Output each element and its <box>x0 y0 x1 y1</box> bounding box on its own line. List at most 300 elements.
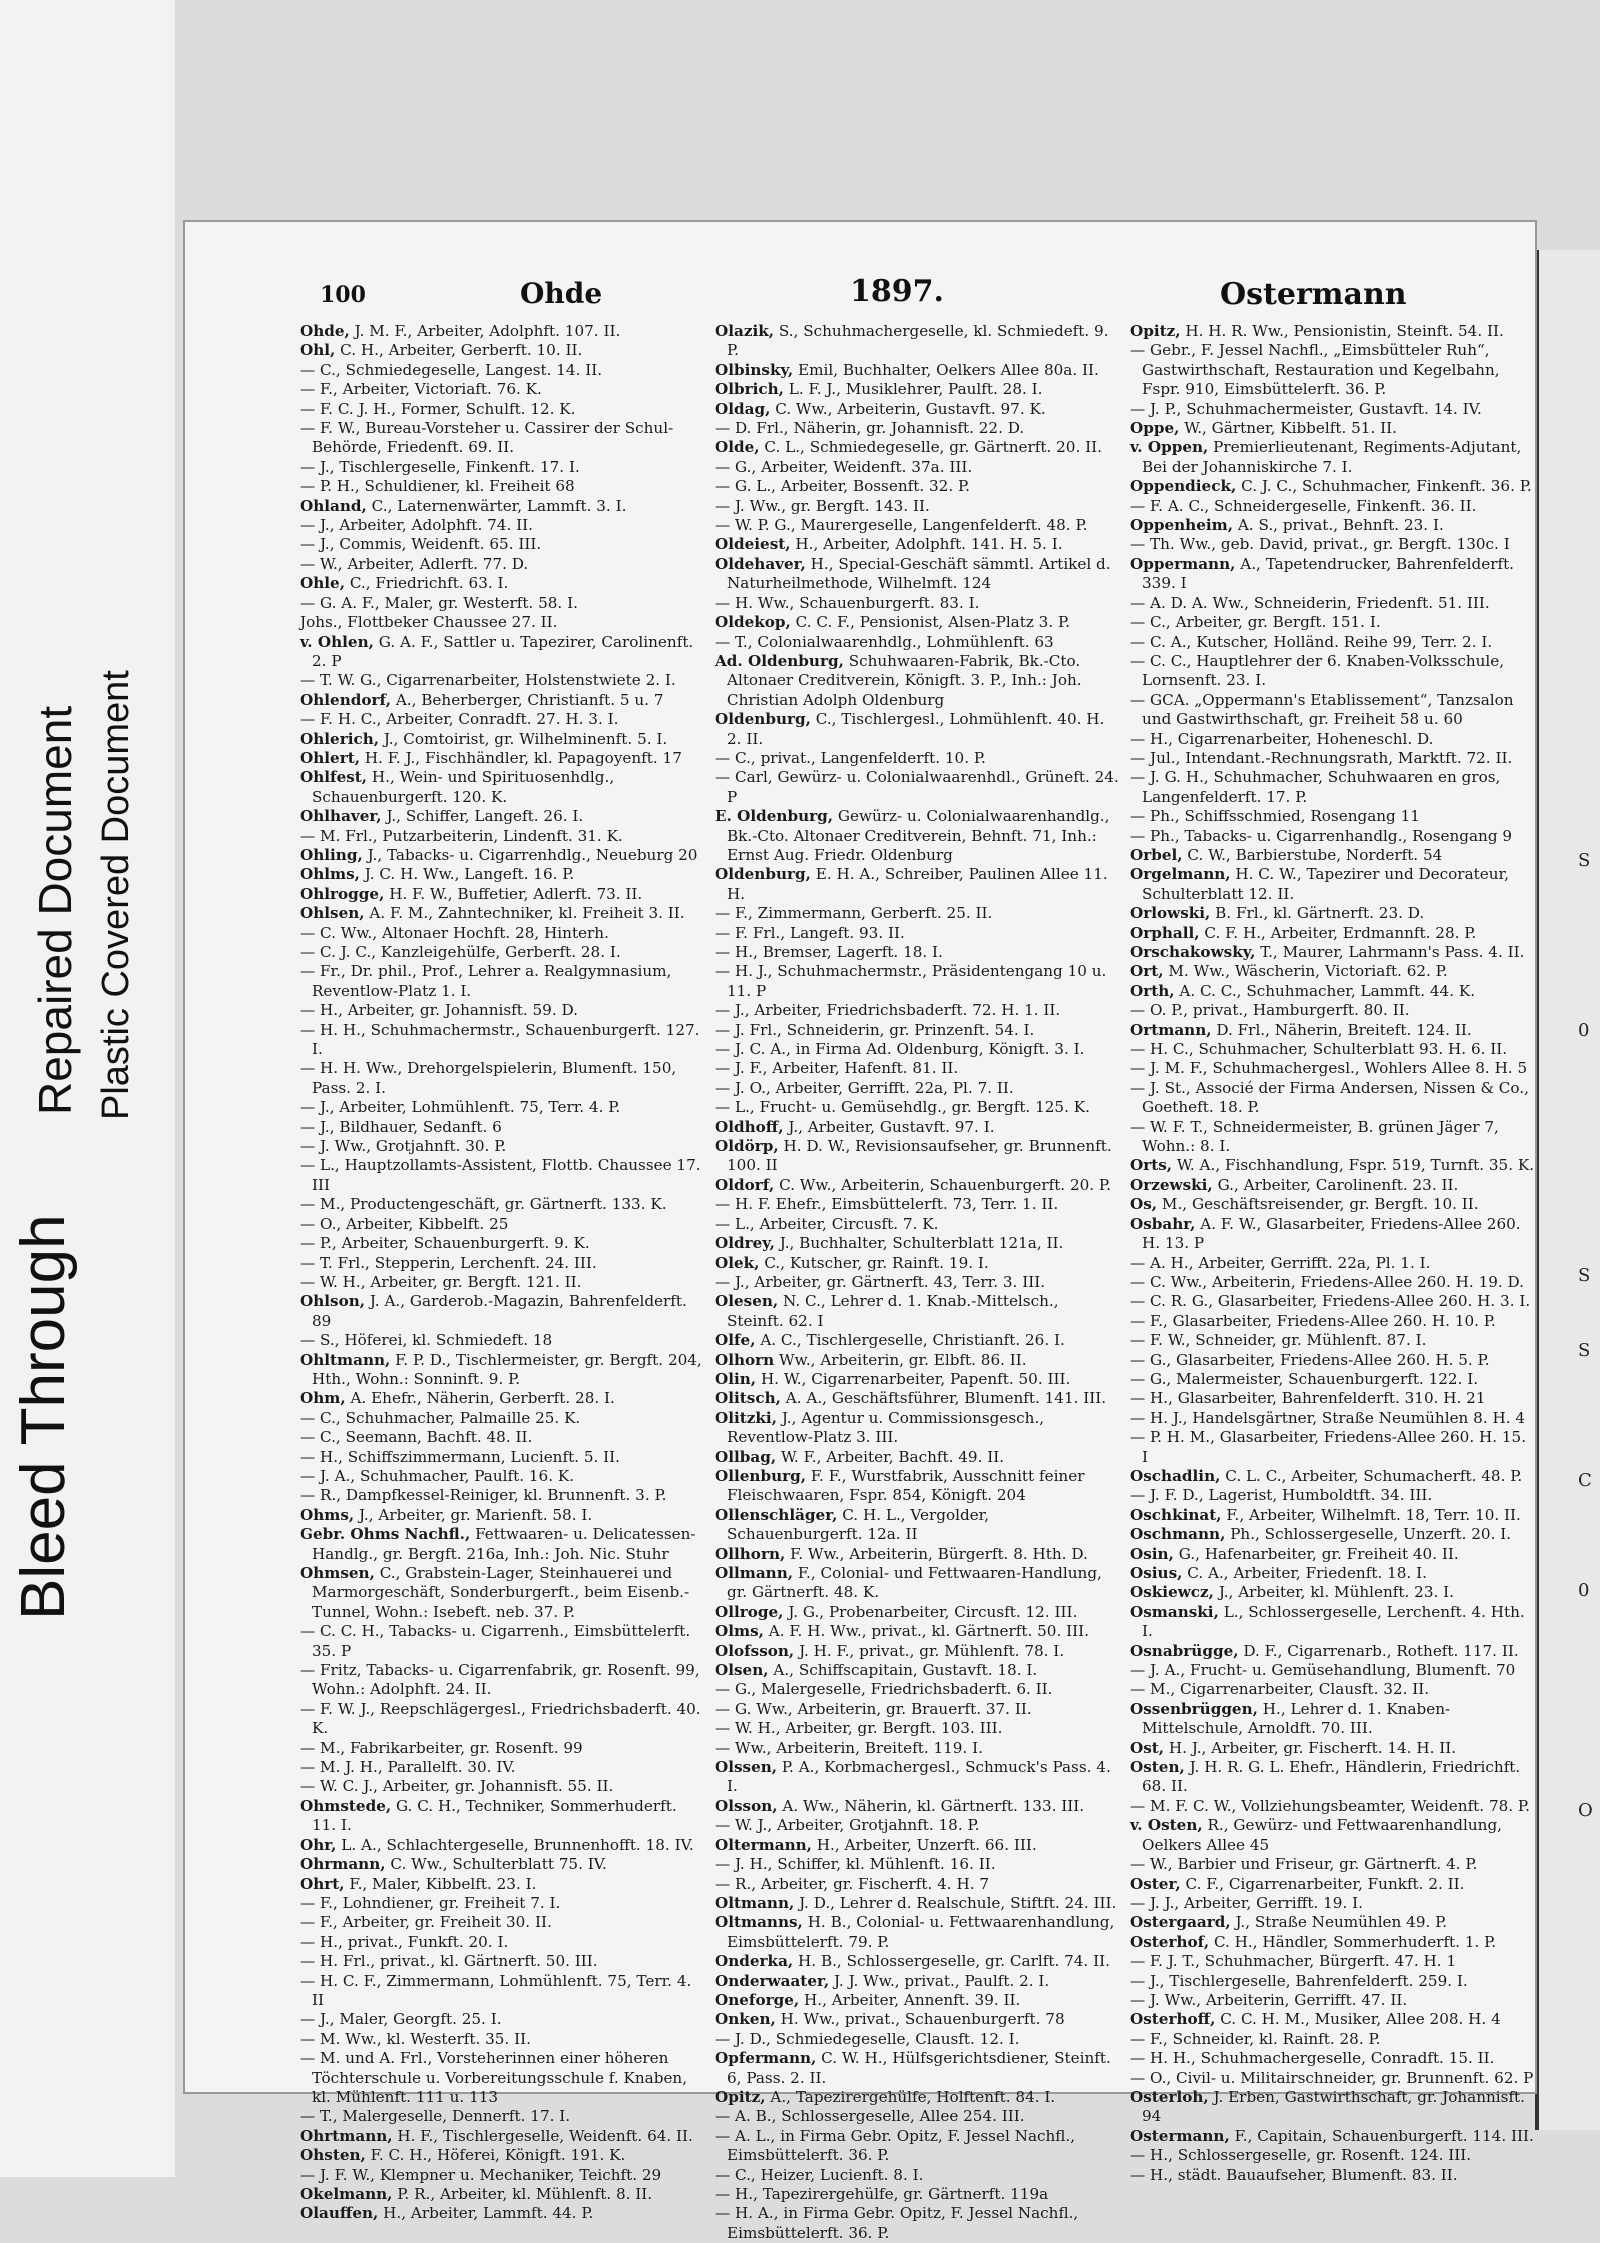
entry-text: J., Agentur u. Commissionsgesch., Reventlow-Platz 3. III. <box>727 1408 1045 1447</box>
directory-entry <box>1130 1933 1535 1952</box>
directory-entry <box>1130 865 1535 904</box>
repaired-document-label: Repaired Document <box>29 705 81 1115</box>
directory-entry <box>300 2166 705 2185</box>
entry-text: — G., Arbeiter, Weidenft. 37a. III. <box>715 457 973 476</box>
entry-text: — T. Frl., Stepperin, Lerchenft. 24. III. <box>300 1253 597 1272</box>
entry-text: — J. F. W., Klempner u. Mechaniker, Teichft. 29 <box>300 2165 662 2184</box>
directory-entry <box>300 691 705 710</box>
entry-text: S., Schuhmachergeselle, kl. Schmiedeft. 9. P. <box>727 322 1109 360</box>
directory-entry <box>715 1079 1120 1098</box>
entry-surname: Opfermann, <box>715 2049 817 2068</box>
directory-entry <box>300 535 705 554</box>
directory-entry <box>715 633 1120 652</box>
entry-text: Johs., Flottbeker Chaussee 27. II. <box>300 613 558 632</box>
entry-surname: Orzewski, <box>1130 1175 1213 1194</box>
directory-entry <box>1130 613 1535 632</box>
directory-entry <box>1130 749 1535 768</box>
entry-surname: Olbrich, <box>715 380 784 399</box>
directory-entry <box>1130 982 1535 1001</box>
directory-entry <box>300 458 705 477</box>
entry-text: — F. H. C., Arbeiter, Conradft. 27. H. 3. I. <box>300 710 619 729</box>
entry-text: J. H. R. G. L. Ehefr., Händlerin, Friedrichft. 68. II. <box>1142 1758 1521 1796</box>
directory-entry <box>715 1758 1120 1797</box>
entry-surname: Oschadlin, <box>1130 1466 1221 1485</box>
entry-text: J., Arbeiter, gr. Marienft. 58. I. <box>359 1505 593 1524</box>
directory-entry <box>1130 438 1535 477</box>
directory-entry <box>1130 1642 1535 1661</box>
entry-surname: Oldag, <box>715 399 771 418</box>
directory-entry <box>300 380 705 399</box>
directory-entry <box>300 827 705 846</box>
directory-entry <box>1130 1506 1535 1525</box>
directory-entry <box>715 555 1120 594</box>
directory-entry <box>300 1875 705 1894</box>
directory-entry <box>1130 652 1535 691</box>
directory-entry <box>715 2185 1120 2204</box>
directory-entry <box>715 322 1120 361</box>
entry-text: — W. P. G., Maurergeselle, Langenfelderft. 48. P. <box>715 516 1088 535</box>
directory-entry <box>1130 807 1535 826</box>
entry-text: H. C. W., Tapezirer und Decorateur, Schulterblatt 12. II. <box>1142 865 1509 903</box>
entry-surname: Oldrey, <box>715 1234 775 1253</box>
entry-text: — M. Ww., kl. Westerft. 35. II. <box>300 2029 531 2048</box>
entry-text: T., Maurer, Lahrmann's Pass. 4. II. <box>1260 943 1525 961</box>
directory-entry <box>300 1486 705 1505</box>
entry-surname: Orgelmann, <box>1130 865 1231 884</box>
entry-text: — H. A., in Firma Gebr. Opitz, F. Jessel Nachfl., Eimsbüttelerft. 36. P. <box>715 2204 1079 2242</box>
entry-text: — J. A., Schuhmacher, Paulft. 16. K. <box>300 1466 575 1485</box>
directory-entry <box>715 1894 1120 1913</box>
entry-text: W. A., Fischhandlung, Fspr. 519, Turnft. 35. K. <box>1176 1156 1535 1175</box>
entry-text: — H. H., Schuhmachergeselle, Conradft. 15. II. <box>1130 2049 1495 2068</box>
entry-text: — J. F., Arbeiter, Hafenft. 81. II. <box>715 1059 959 1078</box>
entry-text: — J. A., Frucht- u. Gemüsehandlung, Blumenft. 70 <box>1130 1661 1516 1680</box>
directory-entry <box>1130 400 1535 419</box>
entry-surname: Oppe, <box>1130 419 1180 438</box>
directory-entry <box>1130 341 1535 399</box>
directory-entry <box>300 1156 705 1195</box>
entry-text: M., Geschäftsreisender, gr. Bergft. 10. II. <box>1161 1195 1479 1214</box>
entry-text: H., Wein- und Spirituosenhdlg., Schauenburgerft. 120. K. <box>312 768 615 806</box>
entry-text: H. Ww., privat., Schauenburgerft. 78 <box>780 2010 1065 2029</box>
entry-surname: Oltmann, <box>715 1893 795 1912</box>
entry-surname: Ohrtmann, <box>300 2126 393 2145</box>
directory-entry <box>1130 1389 1535 1408</box>
entry-text: G. A. F., Sattler u. Tapezirer, Carolinenft. 2. P <box>312 632 694 670</box>
entry-text: — P. H. M., Glasarbeiter, Friedens-Allee 260. H. 15. I <box>1130 1428 1527 1466</box>
entry-surname: Osterhof, <box>1130 1932 1210 1951</box>
entry-text: L. F. J., Musiklehrer, Paulft. 28. I. <box>788 380 1043 399</box>
entry-text: W., Gärtner, Kibbelft. 51. II. <box>1184 419 1397 438</box>
directory-entry <box>300 1972 705 2011</box>
entry-surname: Olek, <box>715 1253 760 1272</box>
directory-entry <box>1130 594 1535 613</box>
entry-text: C. L. C., Arbeiter, Schumacherft. 48. P. <box>1225 1466 1523 1485</box>
entry-text: — F., Schneider, kl. Rainft. 28. P. <box>1130 2029 1381 2048</box>
entry-text: — L., Hauptzollamts-Assistent, Flottb. Chaussee 17. III <box>300 1156 701 1194</box>
directory-entry <box>1130 1254 1535 1273</box>
entry-text: — J. St., Associé der Firma Andersen, Nissen & Co., Goetheft. 18. P. <box>1130 1078 1529 1117</box>
entry-surname: Os, <box>1130 1195 1158 1214</box>
directory-entry <box>1130 1215 1535 1254</box>
entry-text: — M. J. H., Parallelft. 30. IV. <box>300 1758 516 1777</box>
entry-text: — F. C. J. H., Former, Schulft. 12. K. <box>300 399 576 418</box>
directory-entry <box>300 516 705 535</box>
entry-surname: Oneforge, <box>715 1990 800 2009</box>
entry-text: — F. Frl., Langeft. 93. II. <box>715 923 905 942</box>
entry-text: — H. Frl., privat., kl. Gärtnerft. 50. III. <box>300 1952 598 1971</box>
directory-entry <box>300 594 705 613</box>
entry-text: — H. C., Schuhmacher, Schulterblatt 93. H. 6. II. <box>1130 1040 1508 1059</box>
entry-text: — F. A. C., Schneidergeselle, Finkenft. 36. II. <box>1130 496 1477 515</box>
column-1 <box>300 322 705 2224</box>
entry-text: — H., Tapezirergehülfe, gr. Gärtnerft. 119a <box>715 2185 1049 2203</box>
entry-surname: Oldenburg, <box>715 865 811 884</box>
entry-surname: Ohling, <box>300 845 363 864</box>
entry-surname: Ohlsen, <box>300 904 365 923</box>
directory-entry <box>715 361 1120 380</box>
entry-text: — T., Colonialwaarenhdlg., Lohmühlenft. 63 <box>715 632 1054 651</box>
bleed-through-label: Bleed Through <box>9 1214 78 1620</box>
directory-entry <box>1130 555 1535 594</box>
entry-surname: Olin, <box>715 1369 757 1388</box>
entry-text: C. F. H., Arbeiter, Erdmannft. 28. P. <box>1204 923 1477 942</box>
entry-surname: Ohlhaver, <box>300 807 382 826</box>
directory-entry <box>300 846 705 865</box>
directory-entry <box>715 1719 1120 1738</box>
directory-entry <box>1130 322 1535 341</box>
entry-text: A. C., Tischlergeselle, Christianft. 26. I. <box>760 1331 1065 1350</box>
directory-entry <box>300 2030 705 2049</box>
directory-entry <box>1130 1894 1535 1913</box>
directory-entry <box>300 904 705 923</box>
entry-text: H., Arbeiter, Adolphft. 141. H. 5. I. <box>795 535 1063 554</box>
entry-text: R., Gewürz- und Fettwaarenhandlung, Oelkers Allee 45 <box>1142 1816 1503 1854</box>
entry-text: G. C. H., Techniker, Sommerhuderft. 11. I. <box>312 1796 677 1835</box>
directory-entry <box>715 1273 1120 1292</box>
entry-surname: Oppenheim, <box>1130 516 1234 535</box>
entry-text: — G., Malermeister, Schauenburgerft. 122. I. <box>1130 1369 1479 1388</box>
page-number: 100 <box>320 282 366 308</box>
directory-entry <box>715 1351 1120 1370</box>
directory-entry <box>300 1215 705 1234</box>
entry-surname: Onken, <box>715 2010 776 2029</box>
directory-entry <box>1130 1816 1535 1855</box>
entry-text: Premierlieutenant, Regiments-Adjutant, Bei der Johanniskirche 7. I. <box>1142 438 1522 476</box>
directory-entry <box>715 497 1120 516</box>
entry-text: A. C. C., Schuhmacher, Lammft. 44. K. <box>1179 981 1476 1000</box>
directory-entry <box>715 768 1120 807</box>
entry-text: — C., Schuhmacher, Palmaille 25. K. <box>300 1408 581 1427</box>
entry-surname: Oldorf, <box>715 1175 775 1194</box>
entry-text: — J. F. D., Lagerist, Humboldtft. 34. III. <box>1130 1486 1433 1505</box>
directory-entry <box>715 438 1120 457</box>
directory-entry <box>300 1409 705 1428</box>
directory-page <box>185 222 1535 2242</box>
entry-surname: v. Oppen, <box>1130 438 1209 457</box>
entry-surname: Osterloh, <box>1130 2087 1209 2106</box>
directory-entry <box>1130 2146 1535 2165</box>
directory-entry <box>1130 1312 1535 1331</box>
directory-entry <box>300 1118 705 1137</box>
directory-entry <box>715 1176 1120 1195</box>
entry-surname: Opitz, <box>1130 322 1181 340</box>
entry-text: H., Arbeiter, Lammft. 44. P. <box>383 2204 594 2223</box>
directory-entry <box>300 1001 705 1020</box>
directory-entry <box>300 1661 705 1700</box>
entry-surname: Ohmstede, <box>300 1796 392 1815</box>
directory-entry <box>1130 1331 1535 1350</box>
directory-entry <box>300 749 705 768</box>
entry-text: A. A., Geschäftsführer, Blumenft. 141. III. <box>785 1389 1107 1408</box>
directory-entry <box>715 749 1120 768</box>
directory-entry <box>1130 1370 1535 1389</box>
entry-text: C. Ww., Arbeiterin, Schauenburgerft. 20. P. <box>779 1175 1111 1194</box>
entry-surname: Olauffen, <box>300 2204 379 2223</box>
directory-entry <box>715 516 1120 535</box>
entry-text: — C. J. C., Kanzleigehülfe, Gerberft. 28. I. <box>300 943 621 961</box>
entry-text: — R., Dampfkessel-Reiniger, kl. Brunnenft. 3. P. <box>300 1486 667 1505</box>
directory-entry <box>300 1758 705 1777</box>
entry-text: C., Friedrichft. 63. I. <box>349 574 509 593</box>
entry-surname: Ohlfest, <box>300 768 368 787</box>
entry-text: — J., Maler, Georgft. 25. I. <box>300 2010 502 2029</box>
entry-surname: Olitsch, <box>715 1389 781 1408</box>
entry-text: — T., Malergeselle, Dennerft. 17. I. <box>300 2107 571 2126</box>
entry-text: — Fritz, Tabacks- u. Cigarrenfabrik, gr. Rosenft. 99, Wohn.: Adolphft. 24. II. <box>300 1661 700 1699</box>
entry-text: — H., Schlossergeselle, gr. Rosenft. 124. III. <box>1130 2146 1472 2165</box>
directory-entry <box>715 1215 1120 1234</box>
entry-surname: Olbinsky, <box>715 360 794 379</box>
plastic-covered-label: Plastic Covered Document <box>95 670 137 1120</box>
entry-surname: Ohms, <box>300 1505 355 1524</box>
entry-text: L., Schlossergeselle, Lerchenft. 4. Hth. I. <box>1142 1602 1525 1641</box>
entry-surname: Oldörp, <box>715 1137 779 1156</box>
entry-text: H. F. W., Buffetier, Adlerft. 73. II. <box>389 884 643 903</box>
entry-text: H., Lehrer d. 1. Knaben-Mittelschule, Arnoldft. 70. III. <box>1142 1699 1451 1738</box>
directory-entry <box>715 1661 1120 1680</box>
entry-surname: Ohlrogge, <box>300 884 385 903</box>
entry-text: — C., privat., Langenfelderft. 10. P. <box>715 748 986 767</box>
entry-text: G., Hafenarbeiter, gr. Freiheit 40. II. <box>1178 1544 1459 1563</box>
entry-surname: Ohde, <box>300 322 350 340</box>
entry-text: — C. R. G., Glasarbeiter, Friedens-Allee 260. H. 3. I. <box>1130 1292 1531 1311</box>
directory-entry <box>1130 2010 1535 2029</box>
entry-surname: Okelmann, <box>300 2185 393 2203</box>
directory-entry <box>300 477 705 496</box>
entry-surname: Ostermann, <box>1130 2126 1230 2145</box>
entry-text: — W. J., Arbeiter, Grotjahnft. 18. P. <box>715 1816 980 1835</box>
directory-entry <box>1130 924 1535 943</box>
directory-entry <box>715 943 1120 962</box>
directory-entry <box>300 943 705 962</box>
entry-text: — J., Commis, Weidenft. 65. III. <box>300 535 542 554</box>
entry-text: — C. C., Hauptlehrer der 6. Knaben-Volksschule, Lornsenft. 23. I. <box>1130 651 1505 690</box>
entry-text: — H. C. F., Zimmermann, Lohmühlenft. 75, Terr. 4. II <box>300 1971 692 2009</box>
directory-entry <box>715 1389 1120 1408</box>
directory-entry <box>300 574 705 593</box>
directory-entry <box>300 1739 705 1758</box>
entry-text: H., Special-Geschäft sämmtl. Artikel d. Naturheilmethode, Wilhelmft. 124 <box>727 554 1111 593</box>
directory-entry <box>715 2204 1120 2243</box>
header-year: 1897. <box>850 274 944 309</box>
entry-text: B. Frl., kl. Gärtnerft. 23. D. <box>1215 904 1425 923</box>
entry-text: J. G., Probenarbeiter, Circusft. 12. III. <box>788 1602 1078 1621</box>
directory-entry <box>300 1855 705 1874</box>
entry-text: — G., Malergeselle, Friedrichsbaderft. 6. II. <box>715 1680 1053 1699</box>
directory-entry <box>715 1680 1120 1699</box>
entry-text: F., Arbeiter, Wilhelmft. 18, Terr. 10. II. <box>1226 1505 1521 1524</box>
edge-mark: S <box>1578 1265 1591 1286</box>
directory-entry <box>300 613 705 632</box>
directory-entry <box>1130 516 1535 535</box>
directory-entry <box>715 1234 1120 1253</box>
entry-text: — W. C. J., Arbeiter, gr. Johannisft. 55. II. <box>300 1777 614 1796</box>
directory-entry <box>715 1021 1120 1040</box>
entry-text: — C., Arbeiter, gr. Bergft. 151. I. <box>1130 613 1381 632</box>
entry-surname: Oskiewcz, <box>1130 1583 1214 1602</box>
entry-text: — L., Frucht- u. Gemüsehdlg., gr. Bergft. 125. K. <box>715 1098 1090 1117</box>
directory-entry <box>715 1913 1120 1952</box>
entry-text: — Gebr., F. Jessel Nachfl., „Eimsbütteler Ruh“, Gastwirthschaft, Restauration und Kegelbahn, Fspr. 910, Eimsbüttelerft. 36. P. <box>1130 341 1500 399</box>
directory-entry <box>715 419 1120 438</box>
entry-text: F., Colonial- und Fettwaaren-Handlung, gr. Gärtnerft. 48. K. <box>727 1564 1102 1602</box>
entry-surname: Onderka, <box>715 1952 794 1971</box>
directory-entry <box>715 535 1120 554</box>
directory-entry <box>1130 477 1535 496</box>
directory-entry <box>1130 1700 1535 1739</box>
entry-text: J., Straße Neumühlen 49. P. <box>1235 1913 1448 1932</box>
entry-text: J. D., Lehrer d. Realschule, Stiftft. 24. III. <box>799 1893 1117 1912</box>
entry-text: — J. J., Arbeiter, Gerrifft. 19. I. <box>1130 1893 1363 1912</box>
directory-entry <box>1130 1195 1535 1214</box>
entry-text: — J. O., Arbeiter, Gerrifft. 22a, Pl. 7. II. <box>715 1078 1014 1097</box>
directory-entry <box>715 710 1120 749</box>
column-2 <box>715 322 1120 2243</box>
entry-text: — C., Schmiedegeselle, Langest. 14. II. <box>300 360 603 379</box>
entry-surname: Ohlendorf, <box>300 690 391 709</box>
directory-entry <box>300 962 705 1001</box>
entry-text: — M. F. C. W., Vollziehungsbeamter, Weidenft. 78. P. <box>1130 1796 1530 1815</box>
entry-text: — H. J., Schuhmachermstr., Präsidentengang 10 u. 11. P <box>715 962 1107 1000</box>
entry-text: H. H. R. Ww., Pensionistin, Steinft. 54. II. <box>1185 322 1504 340</box>
entry-text: — Fr., Dr. phil., Prof., Lehrer a. Realgymnasium, Reventlow-Platz 1. I. <box>300 962 672 1000</box>
entry-text: — J., Arbeiter, Lohmühlenft. 75, Terr. 4. P. <box>300 1098 621 1117</box>
entry-text: D. F., Cigarrenarb., Rotheft. 117. II. <box>1243 1641 1519 1660</box>
directory-entry <box>300 1273 705 1292</box>
entry-surname: Olsson, <box>715 1796 778 1815</box>
directory-entry <box>300 1952 705 1971</box>
entry-text: C. F., Cigarrenarbeiter, Funkft. 2. II. <box>1185 1874 1465 1893</box>
entry-text: — J. Frl., Schneiderin, gr. Prinzenft. 54. I. <box>715 1020 1035 1039</box>
entry-surname: Orschakowsky, <box>1130 943 1256 961</box>
entry-text: — C. Ww., Arbeiterin, Friedens-Allee 260. H. 19. D. <box>1130 1272 1525 1291</box>
entry-surname: Ohm, <box>300 1389 346 1408</box>
entry-surname: Ohmsen, <box>300 1564 375 1582</box>
entry-text: F. F., Wurstfabrik, Ausschnitt feiner Fleischwaaren, Fspr. 854, Königft. 204 <box>727 1466 1085 1505</box>
entry-surname: Oldekop, <box>715 613 791 632</box>
directory-entry <box>300 2107 705 2126</box>
entry-surname: Gebr. Ohms Nachfl., <box>300 1525 471 1544</box>
directory-entry <box>300 633 705 672</box>
entry-surname: Oldehaver, <box>715 554 806 573</box>
directory-entry <box>300 1292 705 1331</box>
directory-entry <box>715 1001 1120 1020</box>
entry-text: J., Tabacks- u. Cigarrenhdlg., Neueburg 20 <box>367 845 698 864</box>
entry-text: H., Arbeiter, Unzerft. 66. III. <box>816 1835 1037 1854</box>
entry-text: — F. W. J., Reepschlägergesl., Friedrichsbaderft. 40. K. <box>300 1699 701 1738</box>
directory-entry <box>300 1913 705 1932</box>
entry-text: — C. C. H., Tabacks- u. Cigarrenh., Eimsbüttelerft. 35. P <box>300 1622 691 1660</box>
entry-text: — H., Glasarbeiter, Bahrenfelderft. 310. H. 21 <box>1130 1389 1486 1408</box>
directory-entry <box>300 1506 705 1525</box>
entry-surname: Olssen, <box>715 1758 778 1777</box>
entry-surname: Ohr, <box>300 1835 337 1854</box>
entry-text: — O. P., privat., Hamburgerft. 80. II. <box>1130 1001 1410 1020</box>
directory-entry <box>300 1234 705 1253</box>
directory-entry <box>300 885 705 904</box>
directory-entry <box>715 1855 1120 1874</box>
directory-entry <box>1130 1156 1535 1175</box>
entry-surname: Ollenburg, <box>715 1466 807 1485</box>
directory-entry <box>1130 827 1535 846</box>
directory-entry <box>715 1622 1120 1641</box>
directory-entry <box>1130 1739 1535 1758</box>
directory-entry <box>300 1836 705 1855</box>
entry-surname: Oltmanns, <box>715 1913 803 1932</box>
directory-entry <box>300 341 705 360</box>
entry-surname: Oschkinat, <box>1130 1505 1222 1524</box>
directory-entry <box>300 1389 705 1408</box>
directory-entry <box>1130 768 1535 807</box>
directory-entry <box>1130 1875 1535 1894</box>
directory-entry <box>715 1098 1120 1117</box>
entry-text: — A. D. A. Ww., Schneiderin, Friedenft. 51. III. <box>1130 593 1490 612</box>
entry-text: N. C., Lehrer d. 1. Knab.-Mittelsch., Steinft. 62. I <box>727 1292 1059 1330</box>
entry-text: C., Laternenwärter, Lammft. 3. I. <box>371 496 627 515</box>
entry-text: — H. Ww., Schauenburgerft. 83. I. <box>715 593 980 612</box>
entry-text: — Ph., Schiffsschmied, Rosengang 11 <box>1130 807 1420 826</box>
directory-entry <box>300 671 705 690</box>
entry-surname: Oltermann, <box>715 1835 812 1854</box>
entry-text: C. Ww., Arbeiterin, Gustavft. 97. K. <box>775 399 1046 418</box>
entry-text: — F., Glasarbeiter, Friedens-Allee 260. H. 10. P. <box>1130 1311 1496 1330</box>
entry-text: C. H., Arbeiter, Gerberft. 10. II. <box>340 341 583 360</box>
directory-entry <box>1130 1079 1535 1118</box>
edge-mark: S <box>1578 850 1591 871</box>
directory-entry <box>715 2049 1120 2088</box>
entry-surname: Orlowski, <box>1130 904 1211 923</box>
entry-surname: Ost, <box>1130 1738 1165 1757</box>
adjacent-page-edge <box>1535 250 1600 2130</box>
entry-text: F., Capitain, Schauenburgerft. 114. III. <box>1234 2126 1534 2145</box>
directory-entry <box>715 1292 1120 1331</box>
entry-surname: Ohlert, <box>300 748 361 767</box>
entry-text: — F. W., Bureau-Vorsteher u. Cassirer der Schul-Behörde, Friedenft. 69. II. <box>300 419 674 457</box>
directory-entry <box>715 1991 1120 2010</box>
entry-surname: Oschmann, <box>1130 1525 1226 1544</box>
entry-text: Ph., Schlossergeselle, Unzerft. 20. I. <box>1230 1525 1512 1544</box>
entry-text: — H., Bremser, Lagerft. 18. I. <box>715 943 943 961</box>
directory-entry <box>715 1875 1120 1894</box>
entry-text: — W. H., Arbeiter, gr. Bergft. 103. III. <box>715 1719 1003 1738</box>
edge-mark: O <box>1578 1800 1593 1821</box>
entry-text: — M., Cigarrenarbeiter, Clausft. 32. II. <box>1130 1680 1430 1699</box>
directory-entry <box>300 1351 705 1390</box>
entry-surname: Oster, <box>1130 1874 1181 1893</box>
directory-entry <box>1130 1661 1535 1680</box>
entry-text: C. H., Händler, Sommerhuderft. 1. P. <box>1213 1932 1497 1951</box>
